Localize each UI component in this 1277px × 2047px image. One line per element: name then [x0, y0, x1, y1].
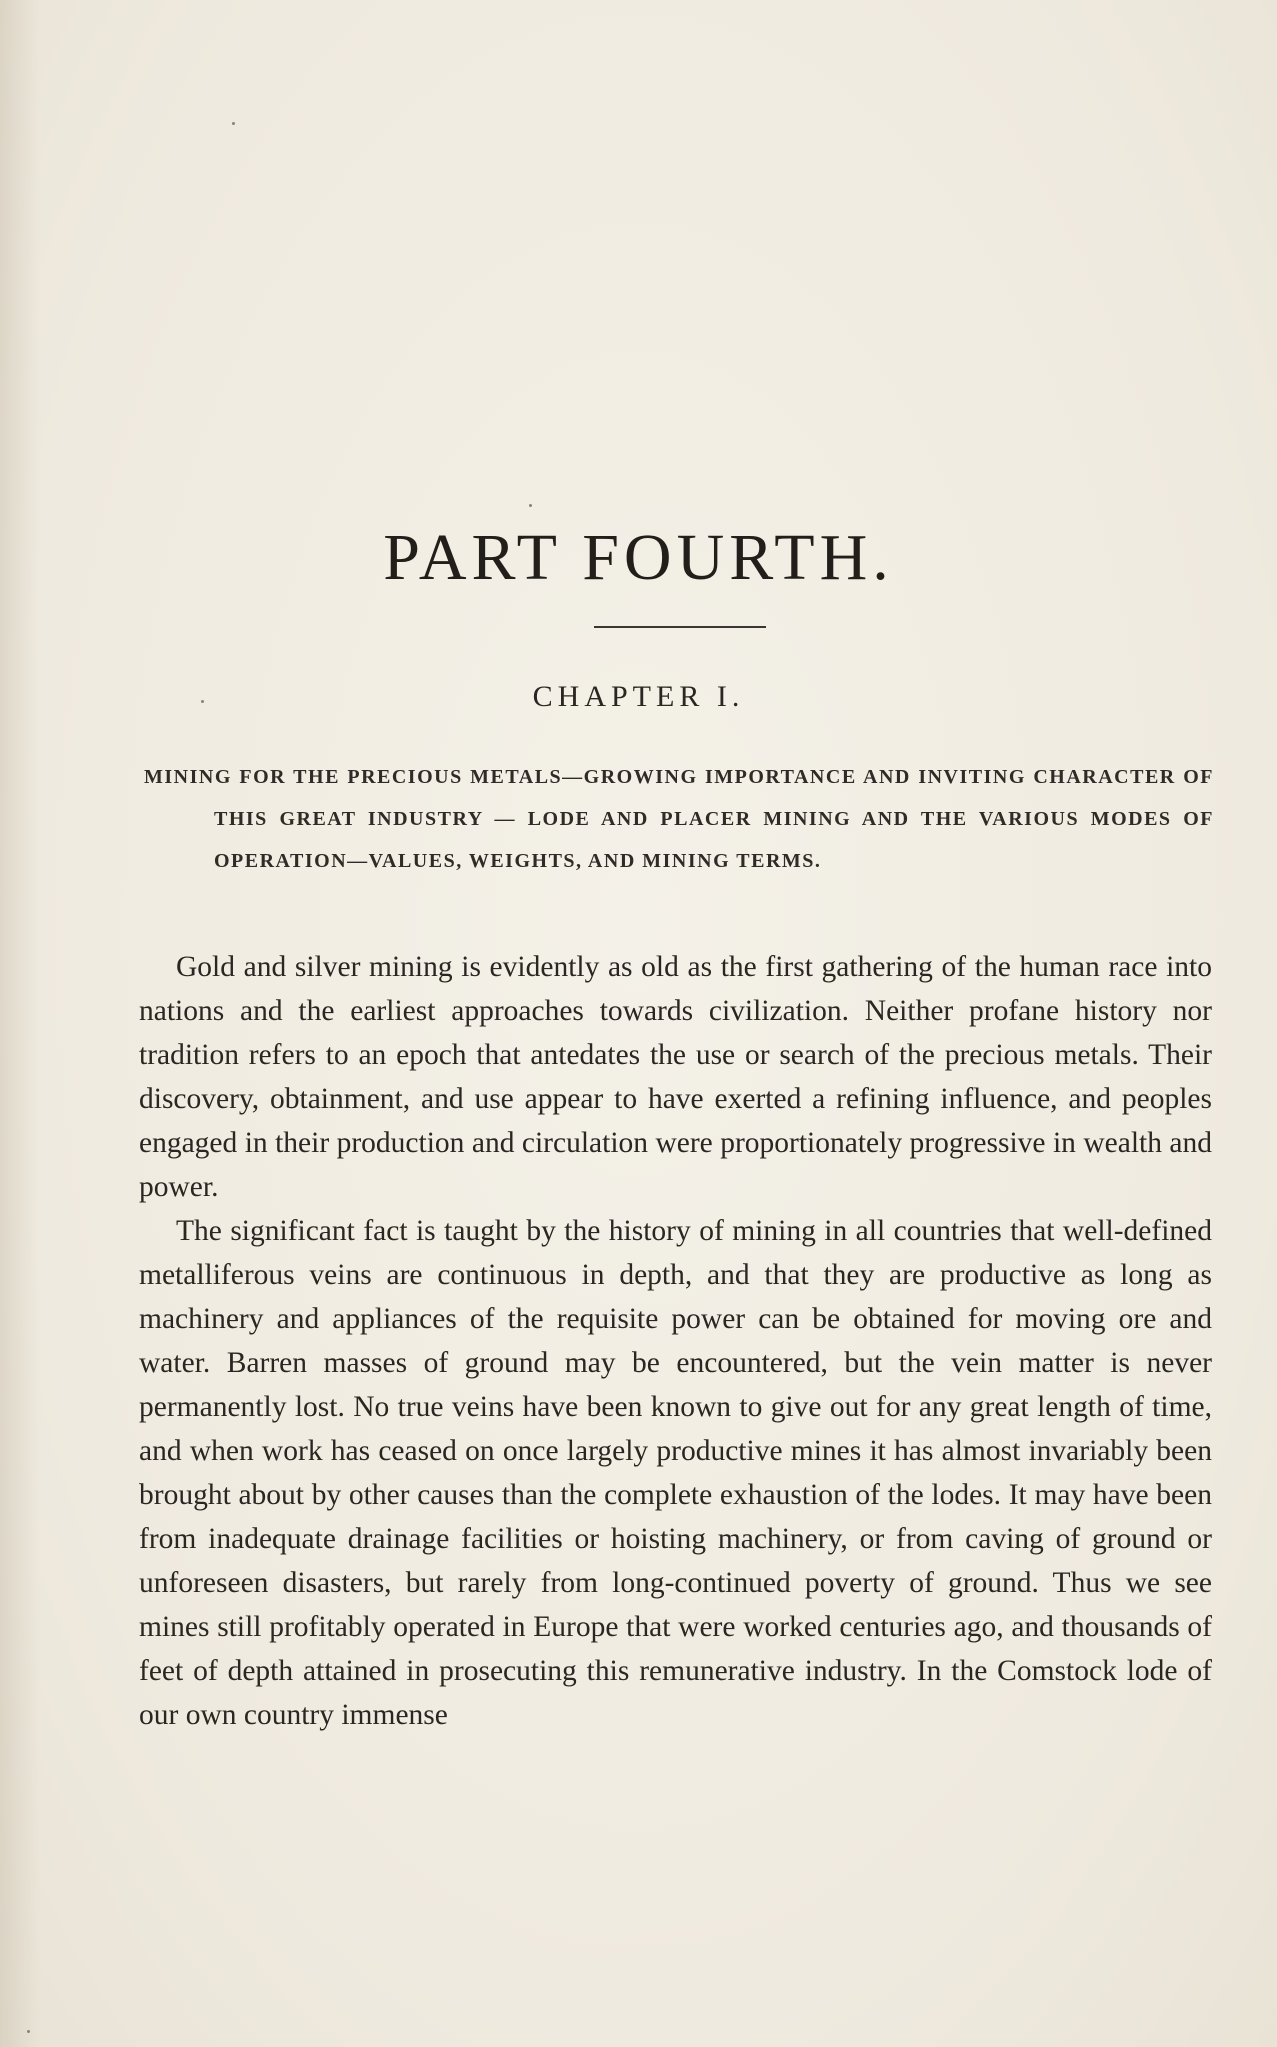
body-paragraph-1: Gold and silver mining is evidently as old as the first gathering of the human race into nations and the earliest approaches towards civilization. Neither profane history nor tradition refers to an epoch that antedates the use or search of the precious metals. Their discovery, obtainment, and use appear to have exerted a refining influence, and peoples engaged in their production and circulation were proportionately progressive in wealth and power. — [139, 951, 1212, 1203]
print-speck — [27, 2030, 30, 2033]
page-gutter-shadow — [0, 0, 40, 2047]
body-paragraph-2: The significant fact is taught by the history of mining in all countries that well-defined metalliferous veins are continuous in depth, and that they are productive as long as machinery and appliances of the requisite power can be obtained for moving ore and water. Barren masses of ground may be encountered, but the vein matter is never permanently lost. No true veins have been known to give out for any great length of time, and when work has ceased on once largely productive mines it has almost invariably been brought about by other causes than the complete exhaustion of the lodes. It may have been from inadequate drainage facilities or hoisting machinery, or from caving of ground or unforeseen disasters, but rarely from long-continued poverty of ground. Thus we see mines still profitably operated in Europe that were worked centuries ago, and thousands of feet of depth attained in prosecuting this remunerative industry. In the Comstock lode of our own country immense — [139, 1215, 1212, 1731]
title-divider-rule — [594, 626, 766, 628]
print-speck — [529, 504, 532, 507]
chapter-summary — [144, 756, 1214, 882]
chapter-body — [139, 945, 1212, 1737]
chapter-summary-text: MINING FOR THE PRECIOUS METALS—GROWING IMPORTANCE AND INVITING CHARACTER OF THIS GREAT INDUSTRY — LODE AND PLACER MINING AND THE VARIOUS MODES OF OPERATION—VALUES, WEIGHTS, AND MINING TERMS. — [144, 766, 1214, 872]
print-speck — [232, 122, 235, 125]
part-title: PART FOURTH. — [383, 521, 894, 594]
print-speck — [201, 700, 204, 703]
chapter-heading: CHAPTER I. — [532, 680, 745, 713]
